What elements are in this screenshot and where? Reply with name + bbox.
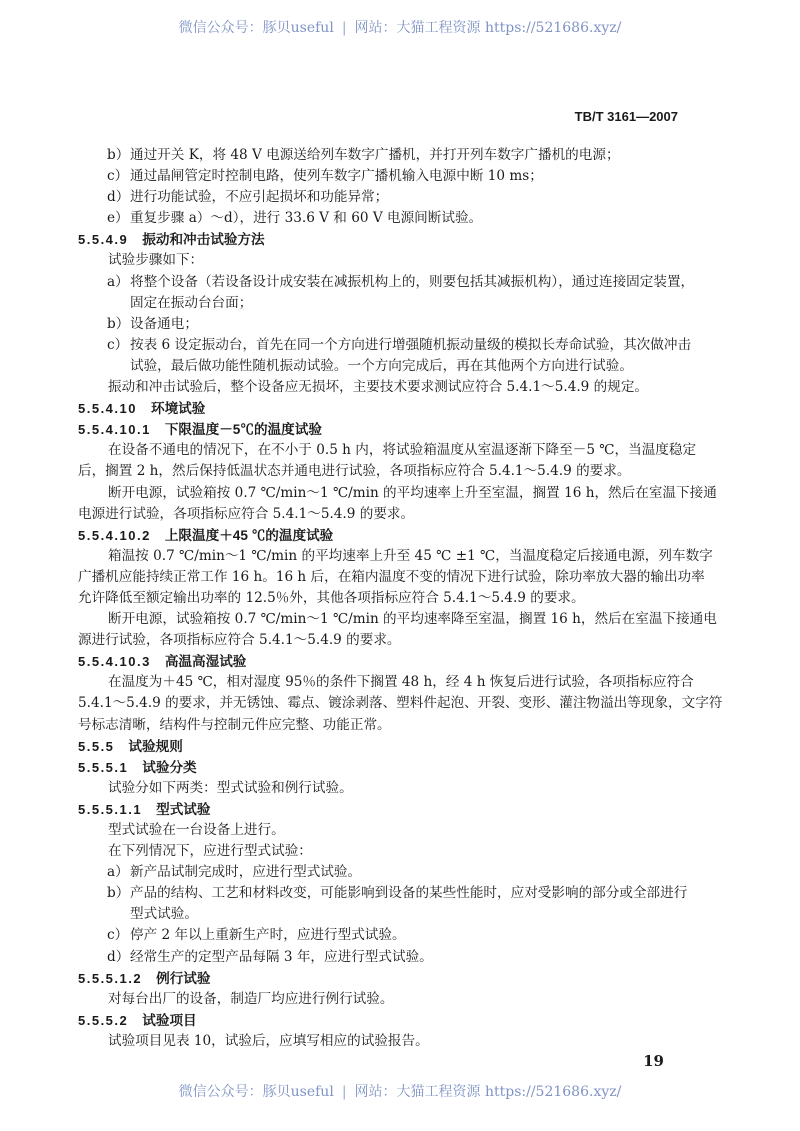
paragraph-continuation — [78, 504, 703, 525]
section-heading — [78, 736, 703, 757]
list-item — [78, 947, 703, 968]
line-text: 型式试验在一台设备上进行。 — [108, 822, 285, 838]
list-item — [78, 187, 703, 208]
paragraph-line — [78, 841, 703, 862]
line-text: 在温度为＋45 ℃，相对湿度 95％的条件下搁置 48 h，经 4 h 恢复后进行试验，各项指标应符合 — [108, 674, 694, 691]
section-heading — [78, 799, 703, 820]
watermark-bottom — [0, 1081, 800, 1101]
paragraph-continuation — [78, 461, 703, 482]
paragraph-line — [78, 377, 703, 398]
list-item — [78, 208, 703, 229]
section-title: 上限温度＋45 ℃的温度试验 — [164, 527, 334, 543]
line-text: 型式试验。 — [130, 906, 198, 923]
section-title: 高温高湿试验 — [164, 654, 247, 670]
paragraph-line — [78, 440, 703, 461]
line-text: 在下列情况下，应进行型式试验： — [108, 843, 312, 860]
section-title: 试验规则 — [128, 738, 183, 754]
list-item — [78, 335, 703, 356]
list-text: 通过晶闸管定时控制电路，使列车数字广播机输入电源中断 10 ms； — [130, 168, 543, 185]
section-heading — [78, 398, 703, 419]
section-title: 例行试验 — [156, 970, 211, 986]
line-text: 对每台出厂的设备，制造厂均应进行例行试验。 — [108, 990, 394, 1007]
section-title: 振动和冲击试验方法 — [142, 232, 265, 248]
list-item — [78, 314, 703, 335]
line-text: 断开电源，试验箱按 0.7 ℃/min～1 ℃/min 的平均速率上升至室温，搁置 16 h，然后在室温下接通 — [108, 484, 717, 501]
list-text: 将整个设备（若设备设计成安装在减振机构上的，则要包括其减振机构），通过连接固定装置， — [130, 273, 695, 290]
paragraph-line — [78, 989, 703, 1010]
list-label: b） — [107, 885, 130, 902]
section-heading — [78, 1010, 703, 1031]
line-text: 电源进行试验，各项指标应符合 5.4.1～5.4.9 的要求。 — [78, 505, 415, 522]
paragraph-continuation — [78, 567, 703, 588]
section-number: 5.5.4.10.3 — [78, 654, 151, 670]
section-number: 5.5.4.10.2 — [78, 527, 151, 543]
section-number: 5.5.4.10.1 — [78, 422, 151, 438]
paragraph-continuation — [78, 588, 703, 609]
section-title: 型式试验 — [156, 801, 211, 817]
list-label: b） — [107, 315, 130, 332]
paragraph-line — [78, 483, 717, 504]
list-label: a） — [107, 864, 129, 881]
list-text: 停产 2 年以上重新生产时，应进行型式试验。 — [130, 927, 406, 944]
line-text: 允许降低至额定输出功率的 12.5％外，其他各项指标应符合 5.4.1～5.4.9 的要求。 — [78, 589, 585, 606]
section-heading — [78, 419, 703, 440]
line-text: 后，搁置 2 h，然后保持低温状态并通电进行试验，各项指标应符合 5.4.1～5.4.9 的要求。 — [78, 463, 631, 480]
list-text: 通过开关 K，将 48 V 电源送给列车数字广播机，并打开列车数字广播机的电源； — [130, 147, 620, 163]
list-item-continuation — [78, 356, 703, 377]
section-title: 试验项目 — [142, 1012, 197, 1028]
list-text: 设备通电； — [130, 315, 198, 332]
section-heading — [78, 968, 703, 989]
list-item — [78, 166, 703, 187]
list-item-continuation — [78, 904, 703, 925]
section-heading — [78, 651, 703, 672]
list-label: c） — [107, 927, 129, 944]
section-number: 5.5.5.2 — [78, 1012, 129, 1028]
list-label: e） — [107, 210, 129, 227]
line-text: 广播机应能持续正常工作 16 h。16 h 后，在箱内温度不变的情况下进行试验，除功率放大器的输出功率 — [78, 568, 705, 585]
list-label: b） — [107, 147, 130, 163]
page-number: 19 — [643, 1052, 664, 1070]
line-text: 在设备不通电的情况下，在不小于 0.5 h 内，将试验箱温度从室温逐渐下降至－5 ℃，当温度稳定 — [108, 442, 697, 459]
list-text: 新产品试制完成时，应进行型式试验。 — [130, 864, 362, 881]
paragraph-line — [78, 1031, 703, 1052]
line-text: 源进行试验，各项指标应符合 5.4.1～5.4.9 的要求。 — [78, 632, 401, 649]
section-number: 5.5.4.9 — [78, 232, 129, 248]
paragraph-continuation — [78, 630, 703, 651]
list-text: 经常生产的定型产品每隔 3 年，应进行型式试验。 — [130, 948, 433, 965]
paragraph-continuation — [78, 693, 723, 714]
list-text: 进行功能试验，不应引起损坏和功能异常； — [130, 189, 389, 206]
section-heading — [78, 757, 703, 778]
list-label: c） — [107, 336, 129, 353]
line-text: 试验步骤如下： — [108, 252, 204, 269]
line-text: 号标志清晰，结构件与控制元件应完整、功能正常。 — [78, 716, 391, 733]
section-title: 下限温度－5℃的温度试验 — [164, 422, 322, 438]
list-text: 按表 6 设定振动台，首先在同一个方向进行增强随机振动量级的模拟长寿命试验，其次做冲击 — [130, 336, 692, 353]
watermark-site: 网站：大猫工程资源 https://521686.xyz/ — [354, 20, 622, 36]
list-item-continuation — [78, 293, 703, 314]
list-item — [78, 272, 703, 293]
section-title: 试验分类 — [142, 759, 197, 775]
paragraph-continuation — [78, 715, 703, 736]
section-number: 5.5.5.1.1 — [78, 801, 143, 817]
line-text: 固定在振动台台面； — [130, 294, 253, 311]
line-text: 振动和冲击试验后，整个设备应无损坏，主要技术要求测试应符合 5.4.1～5.4.9 的规定。 — [108, 379, 649, 396]
line-text: 箱温按 0.7 ℃/min～1 ℃/min 的平均速率上升至 45 ℃ ±1 ℃，当温度稳定后接通电源，列车数字 — [108, 547, 713, 564]
paragraph-line — [78, 778, 703, 799]
line-text: 试验，最后做功能性随机振动试验。一个方向完成后，再在其他两个方向进行试验。 — [130, 357, 633, 374]
section-title: 环境试验 — [151, 401, 206, 417]
watermark-separator: | — [341, 20, 347, 36]
section-number: 5.5.5 — [78, 738, 115, 754]
list-label: d） — [107, 948, 130, 965]
paragraph-line — [78, 609, 717, 630]
watermark-wechat: 微信公众号：豚贝useful — [178, 1084, 334, 1100]
list-text: 重复步骤 a）～d），进行 33.6 V 和 60 V 电源间断试验。 — [130, 210, 483, 227]
list-item — [78, 925, 703, 946]
section-heading — [78, 229, 703, 250]
line-text: 试验分如下两类：型式试验和例行试验。 — [108, 779, 353, 796]
section-number: 5.5.5.1 — [78, 759, 129, 775]
section-number: 5.5.4.10 — [78, 401, 137, 417]
section-heading — [78, 525, 703, 546]
list-item — [78, 883, 703, 904]
list-label: d） — [107, 189, 130, 206]
line-text: 5.4.1～5.4.9 的要求，并无锈蚀、霉点、镀涂剥落、塑料件起泡、开裂、变形、灌注物溢出等现象，文字符 — [78, 695, 723, 712]
list-label: c） — [107, 168, 129, 185]
watermark-separator: | — [341, 1084, 347, 1100]
paragraph-line — [78, 672, 703, 693]
line-text: 试验项目见表 10，试验后，应填写相应的试验报告。 — [108, 1032, 429, 1049]
paragraph-line — [78, 250, 703, 271]
watermark-site: 网站：大猫工程资源 https://521686.xyz/ — [354, 1084, 622, 1100]
paragraph-line — [78, 546, 713, 567]
watermark-top — [0, 17, 800, 37]
line-text: 断开电源，试验箱按 0.7 ℃/min～1 ℃/min 的平均速率降至室温，搁置 16 h，然后在室温下接通电 — [108, 611, 717, 628]
section-number: 5.5.5.1.2 — [78, 970, 143, 986]
list-text: 产品的结构、工艺和材料改变，可能影响到设备的某些性能时，应对受影响的部分或全部进行 — [130, 885, 688, 902]
list-label: a） — [107, 273, 129, 290]
standard-number: TB/T 3161—2007 — [574, 109, 678, 124]
watermark-wechat: 微信公众号：豚贝useful — [178, 20, 334, 36]
list-item — [78, 862, 703, 883]
document-body — [78, 145, 723, 1052]
paragraph-line — [78, 820, 703, 841]
list-item — [78, 145, 703, 166]
